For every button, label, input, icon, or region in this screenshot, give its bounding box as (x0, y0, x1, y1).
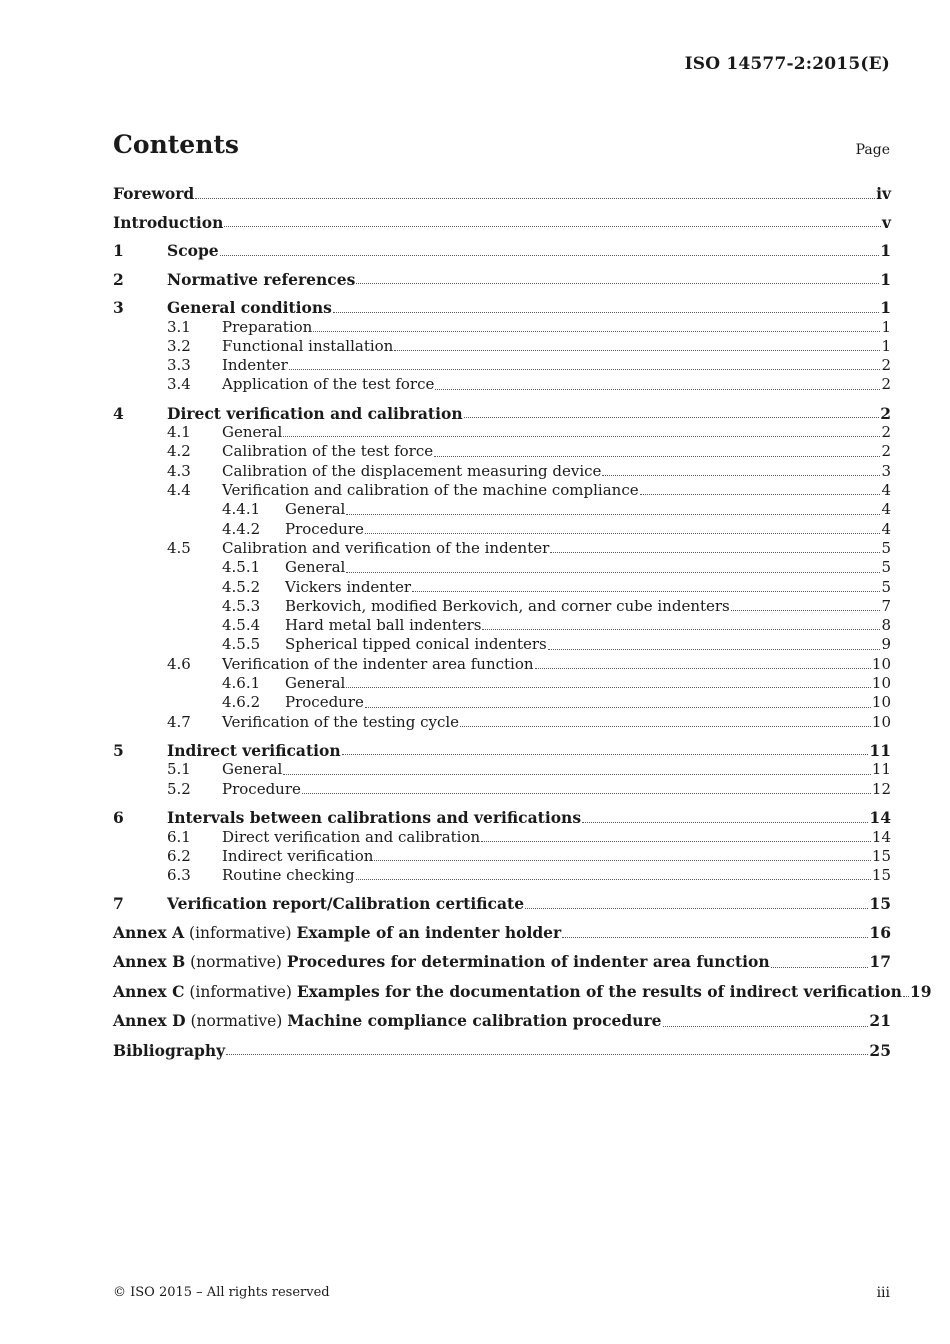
toc-entry-page: 15 (869, 894, 891, 914)
dot-leader (346, 513, 880, 515)
toc-entry-number: 4.6.1 (222, 674, 261, 693)
toc-entry[interactable] (113, 375, 891, 394)
toc-entry-title: Procedure (222, 779, 301, 798)
toc-annex-label: Annex B (113, 952, 186, 972)
toc-entry-number: 4.5.2 (222, 577, 261, 596)
toc-entry[interactable] (113, 558, 891, 577)
toc-entry[interactable] (113, 808, 891, 828)
toc-entry-title: Functional installation (222, 336, 394, 355)
toc-entry[interactable] (113, 693, 891, 712)
toc-annex-label: Annex C (113, 981, 185, 1001)
toc-entry-title: Calibration of the test force (222, 442, 434, 461)
dot-leader (394, 349, 880, 351)
toc-entry-number: 4 (113, 403, 124, 423)
toc-entry-title: Verification report/Calibration certificate (167, 894, 525, 914)
dot-leader (289, 368, 881, 370)
toc-entry-page: 4 (881, 500, 891, 519)
toc-annex-kind: (informative) (189, 923, 292, 942)
toc-entry-number: 3.4 (167, 375, 191, 394)
toc-entry-title: Indirect verification (222, 846, 374, 865)
toc-entry-title: Calibration of the displacement measuring device (222, 461, 602, 480)
dot-leader (434, 455, 880, 457)
toc-entry-number: 4.5.3 (222, 596, 261, 615)
toc-entry-page: 1 (880, 269, 891, 289)
dot-leader (550, 551, 880, 553)
dot-leader (562, 936, 868, 938)
toc-entry-title: Scope (167, 241, 219, 260)
toc-entry-title: Direct verification and calibration (222, 827, 481, 846)
toc-entry-title: Preparation (222, 317, 313, 336)
toc-entry-page: 2 (881, 442, 891, 461)
toc-entry-number: 5.2 (167, 779, 191, 798)
toc-entry-number: 4.5.4 (222, 616, 261, 635)
toc-entry-title: Procedure (285, 519, 364, 538)
toc-entry-number: 3 (113, 298, 124, 317)
toc-entry-page: 21 (869, 1011, 891, 1031)
toc-entry[interactable] (113, 847, 891, 866)
toc-entry[interactable] (113, 780, 891, 799)
toc-entry-page: 2 (881, 375, 891, 394)
dot-leader (525, 907, 868, 909)
toc-entry-number: 3.1 (167, 317, 191, 336)
toc-entry-number: 7 (113, 894, 124, 914)
dot-leader (226, 1053, 868, 1055)
toc-entry-title: Spherical tipped conical indenters (285, 635, 547, 654)
toc-entry[interactable] (113, 1041, 891, 1061)
toc-entry-title: Machine compliance calibration procedure (287, 1011, 662, 1031)
toc-entry-page: 2 (880, 403, 891, 423)
toc-entry[interactable] (113, 741, 891, 761)
toc-entry-number: 6.1 (167, 827, 191, 846)
toc-entry[interactable] (113, 423, 891, 442)
dot-leader (435, 388, 880, 390)
toc-entry[interactable] (113, 981, 932, 1003)
toc-entry-number: 4.4.2 (222, 519, 261, 538)
table-of-contents (113, 184, 932, 1060)
toc-annex-label: Annex D (113, 1011, 186, 1031)
toc-entry[interactable] (113, 462, 891, 481)
toc-entry-title: General (285, 500, 346, 519)
toc-entry-page: 4 (881, 519, 891, 538)
toc-entry-title: Verification and calibration of the machine compliance (222, 481, 639, 500)
toc-annex-label: Annex A (113, 922, 185, 942)
dot-leader (481, 840, 871, 842)
toc-entry-title: Indirect verification (167, 740, 341, 760)
dot-leader (356, 878, 871, 880)
toc-entry-number: 1 (113, 241, 124, 260)
toc-entry-title: Foreword (113, 184, 195, 203)
toc-entry[interactable] (113, 539, 891, 558)
dot-leader (548, 648, 881, 650)
toc-entry-number: 5.1 (167, 760, 191, 779)
toc-entry[interactable] (113, 213, 891, 233)
toc-entry-title: Intervals between calibrations and verifications (167, 808, 582, 828)
copyright-notice: © ISO 2015 – All rights reserved (113, 1285, 330, 1300)
toc-entry[interactable] (113, 655, 891, 674)
toc-entry-page: v (881, 212, 891, 232)
toc-entry-page: 5 (881, 558, 891, 577)
toc-entry-title: Example of an indenter holder (296, 922, 562, 942)
dot-leader (195, 197, 875, 199)
toc-entry-title: Calibration and verification of the indenter (222, 538, 550, 557)
dot-leader (224, 225, 881, 227)
toc-entry[interactable] (113, 500, 891, 519)
toc-entry-title: Direct verification and calibration (167, 403, 463, 423)
dot-leader (313, 330, 880, 332)
toc-entry[interactable] (113, 298, 891, 318)
toc-entry[interactable] (113, 616, 891, 635)
toc-entry-number: 4.7 (167, 712, 191, 731)
toc-annex-kind: (normative) (190, 1012, 283, 1031)
toc-entry-page: 9 (881, 635, 891, 654)
toc-entry-title: Verification of the testing cycle (222, 712, 460, 731)
toc-entry-page: 16 (869, 922, 891, 942)
toc-entry-page: 10 (871, 674, 891, 693)
toc-entry-page: 17 (869, 952, 891, 972)
toc-entry-page: 19 (909, 981, 932, 1001)
toc-annex-kind: (informative) (189, 982, 292, 1001)
dot-leader (283, 435, 880, 437)
toc-entry-page: 2 (881, 356, 891, 375)
dot-leader (582, 821, 868, 823)
page-title: Contents (113, 130, 240, 159)
toc-entry-title: Indenter (222, 356, 288, 375)
toc-entry[interactable] (113, 713, 891, 732)
toc-entry-page: 5 (881, 577, 891, 596)
toc-entry[interactable] (113, 828, 891, 847)
toc-entry-number: 4.5.1 (222, 558, 261, 577)
document-code: ISO 14577-2:2015(E) (684, 54, 890, 74)
toc-entry-page: 11 (871, 760, 891, 779)
dot-leader (663, 1025, 869, 1027)
toc-entry-number: 4.3 (167, 461, 191, 480)
page-number: iii (876, 1285, 890, 1301)
toc-entry-title: General (222, 423, 283, 442)
toc-entry-title: General (222, 760, 283, 779)
dot-leader (365, 532, 881, 534)
toc-entry-number: 3.2 (167, 336, 191, 355)
toc-entry-page: 10 (871, 712, 891, 731)
toc-entry-page: 10 (871, 693, 891, 712)
toc-annex-kind: (normative) (190, 953, 282, 972)
toc-entry[interactable] (113, 270, 891, 290)
dot-leader (464, 416, 880, 418)
toc-entry[interactable] (113, 184, 891, 204)
dot-leader (460, 725, 871, 727)
toc-entry-title: Examples for the documentation of the results of indirect verification (296, 981, 902, 1001)
toc-entry[interactable] (113, 923, 891, 944)
dot-leader (602, 474, 880, 476)
toc-entry-number: 4.5.5 (222, 635, 261, 654)
toc-entry-page: 7 (881, 596, 891, 615)
dot-leader (903, 995, 909, 997)
dot-leader (302, 792, 871, 794)
toc-entry-title: Verification of the indenter area function (222, 654, 534, 673)
dot-leader (535, 667, 871, 669)
dot-leader (342, 753, 869, 755)
toc-entry[interactable] (113, 597, 891, 616)
toc-entry-page: 14 (869, 808, 891, 828)
toc-entry-title: Normative references (167, 269, 356, 289)
dot-leader (731, 609, 881, 611)
toc-entry[interactable] (113, 356, 891, 375)
toc-entry-number: 5 (113, 740, 124, 760)
toc-entry-page: 5 (881, 538, 891, 557)
toc-entry[interactable] (113, 866, 891, 885)
toc-entry-number: 4.6.2 (222, 693, 261, 712)
toc-entry-title: Vickers indenter (285, 577, 412, 596)
dot-leader (346, 686, 871, 688)
toc-entry-number: 4.6 (167, 654, 191, 673)
toc-entry[interactable] (113, 1011, 891, 1032)
toc-entry-page: 1 (881, 317, 891, 336)
toc-entry[interactable] (113, 318, 891, 337)
toc-entry-page: 25 (869, 1040, 891, 1060)
toc-entry[interactable] (113, 481, 891, 500)
toc-entry-title: Hard metal ball indenters (285, 616, 482, 635)
toc-entry[interactable] (113, 578, 891, 597)
toc-entry-page: 14 (871, 827, 891, 846)
toc-entry[interactable] (113, 241, 891, 261)
toc-entry-title: Berkovich, modified Berkovich, and corner cube indenters (285, 596, 730, 615)
dot-leader (220, 254, 880, 256)
dot-leader (771, 966, 869, 968)
page-column-label: Page (855, 142, 890, 158)
toc-entry-number: 4.4.1 (222, 500, 261, 519)
toc-entry[interactable] (113, 894, 891, 914)
dot-leader (640, 493, 881, 495)
toc-entry-title: General conditions (167, 298, 332, 317)
dot-leader (283, 773, 871, 775)
toc-entry[interactable] (113, 520, 891, 539)
toc-entry-number: 2 (113, 269, 124, 289)
toc-entry-page: 15 (871, 866, 891, 885)
toc-entry-page: 1 (880, 241, 891, 260)
dot-leader (346, 571, 880, 573)
toc-entry-page: 11 (869, 740, 891, 760)
toc-entry-page: 1 (881, 336, 891, 355)
toc-entry-title: General (285, 558, 346, 577)
toc-entry-page: 2 (881, 423, 891, 442)
toc-entry[interactable] (113, 674, 891, 693)
toc-entry-page: 12 (871, 779, 891, 798)
toc-entry-title: Procedures for determination of indenter area function (286, 952, 770, 972)
toc-entry-title: Routine checking (222, 866, 355, 885)
toc-entry-title: Procedure (285, 693, 364, 712)
toc-entry-title: Introduction (113, 212, 224, 232)
toc-entry[interactable] (113, 952, 891, 973)
toc-entry[interactable] (113, 337, 891, 356)
toc-entry[interactable] (113, 404, 891, 424)
toc-entry-page: 15 (871, 846, 891, 865)
dot-leader (365, 706, 871, 708)
toc-entry-page: 3 (881, 461, 891, 480)
toc-entry-page: 8 (881, 616, 891, 635)
toc-entry[interactable] (113, 760, 891, 779)
dot-leader (333, 311, 879, 313)
toc-entry-number: 4.2 (167, 442, 191, 461)
toc-entry-number: 6.3 (167, 866, 191, 885)
toc-entry[interactable] (113, 442, 891, 461)
toc-entry-number: 6.2 (167, 846, 191, 865)
toc-entry-title: Application of the test force (222, 375, 435, 394)
toc-entry-number: 4.1 (167, 423, 191, 442)
toc-entry[interactable] (113, 635, 891, 654)
dot-leader (482, 628, 880, 630)
toc-entry-number: 4.5 (167, 538, 191, 557)
toc-entry-title: Bibliography (113, 1040, 226, 1060)
toc-entry-number: 3.3 (167, 356, 191, 375)
toc-entry-number: 4.4 (167, 481, 191, 500)
toc-entry-page: 4 (881, 481, 891, 500)
toc-entry-page: 1 (880, 298, 891, 317)
dot-leader (412, 590, 880, 592)
dot-leader (356, 282, 879, 284)
toc-entry-page: 10 (871, 654, 891, 673)
dot-leader (374, 859, 870, 861)
toc-entry-number: 6 (113, 808, 124, 828)
toc-entry-page: iv (876, 184, 891, 203)
toc-entry-title: General (285, 674, 346, 693)
